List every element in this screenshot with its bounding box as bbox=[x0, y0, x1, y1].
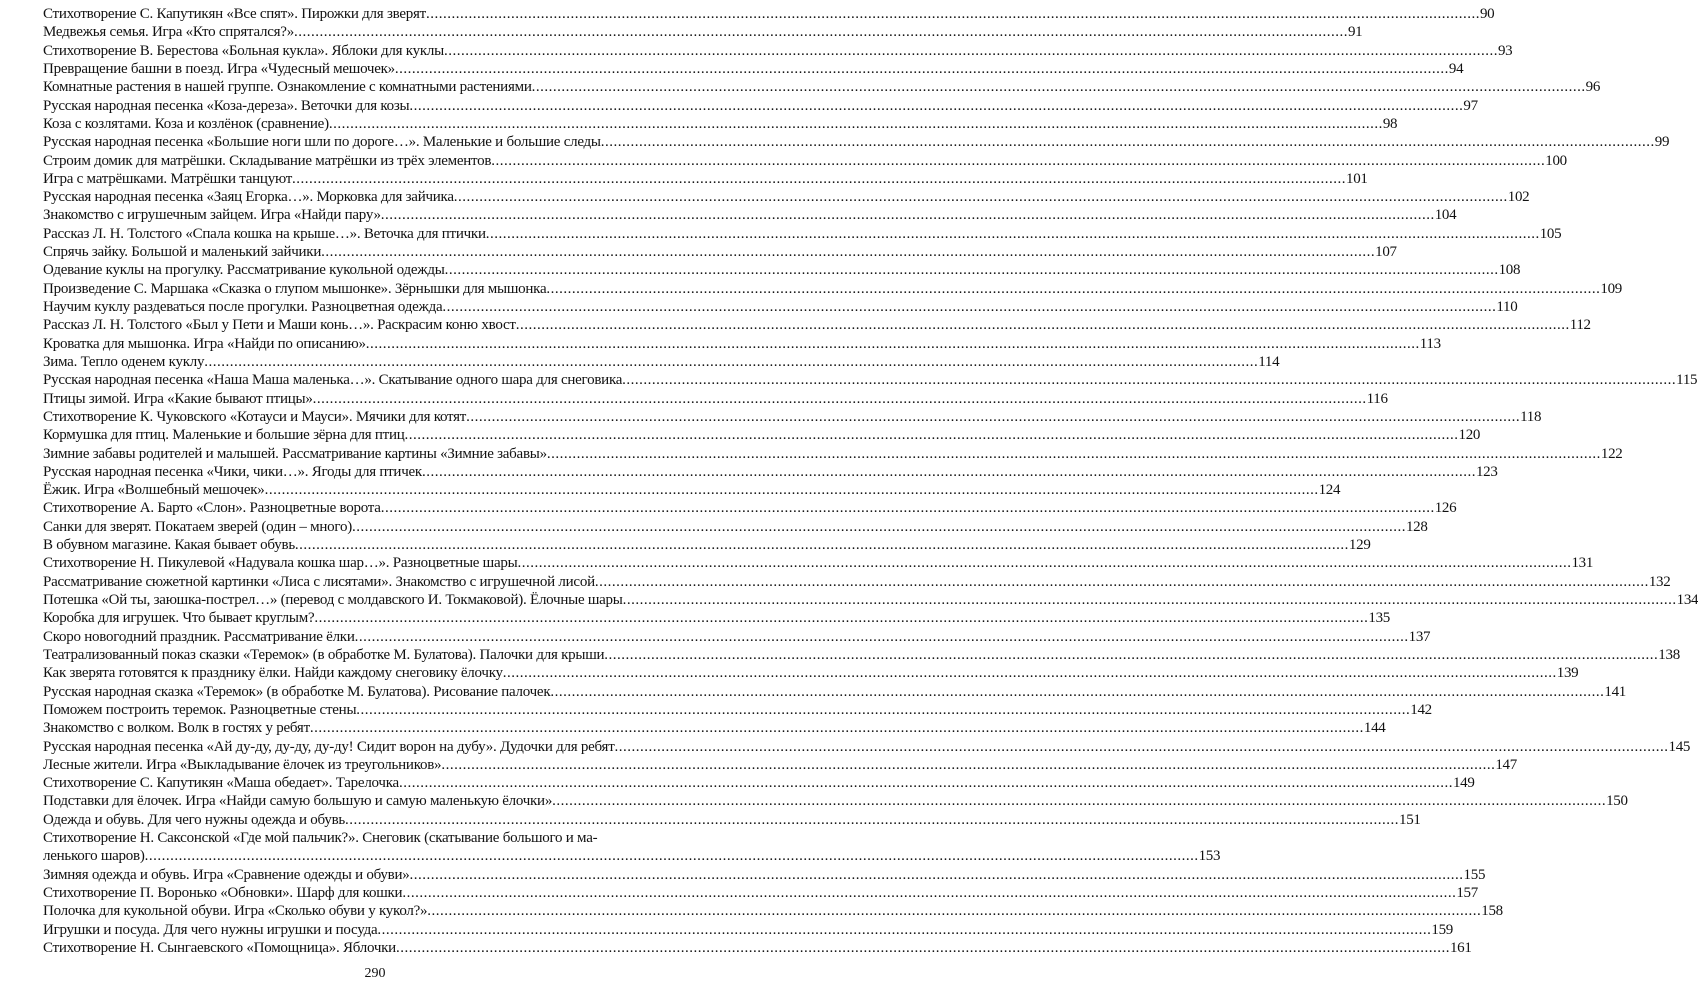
toc-entry[interactable] bbox=[43, 792, 1628, 810]
dot-leader bbox=[442, 298, 1496, 316]
toc-entry[interactable] bbox=[43, 225, 1562, 243]
toc-entry[interactable] bbox=[43, 518, 1428, 536]
toc-entry-title: Игра с матрёшками. Матрёшки танцуют bbox=[43, 170, 293, 187]
toc-entry-page: 114 bbox=[1258, 353, 1280, 370]
dot-leader bbox=[422, 463, 1476, 481]
toc-entry-page: 90 bbox=[1479, 6, 1495, 22]
toc-entry-title: Стихотворение К. Чуковского «Котауси и Мауси». Мячики для котят bbox=[43, 408, 467, 425]
toc-entry-page: 132 bbox=[1648, 573, 1671, 590]
toc-entry-page: 149 bbox=[1452, 775, 1475, 792]
toc-entry-page: 122 bbox=[1600, 445, 1623, 462]
toc-entry-title: Спрячь зайку. Большой и маленький зайчики bbox=[43, 244, 322, 261]
dot-leader bbox=[547, 445, 1601, 463]
toc-entry-title: Кроватка для мышонка. Игра «Найди по описанию» bbox=[43, 335, 366, 352]
toc-entry-title: Рассматривание сюжетной картинки «Лиса с лисятами». Знакомство с игрушечной лисой bbox=[43, 573, 595, 590]
toc-entry[interactable] bbox=[43, 298, 1518, 316]
dot-leader bbox=[486, 225, 1540, 243]
toc-entry-page: 105 bbox=[1539, 225, 1562, 242]
dot-leader bbox=[329, 115, 1383, 133]
dot-leader bbox=[396, 939, 1450, 957]
toc-entry[interactable] bbox=[43, 738, 1691, 756]
toc-entry-page: 131 bbox=[1571, 555, 1594, 572]
toc-entry-title: Строим домик для матрёшки. Складывание матрёшки из трёх элементов bbox=[43, 152, 492, 169]
dot-leader bbox=[399, 774, 1453, 792]
toc-entry-title: Санки для зверят. Покатаем зверей (один – много) bbox=[43, 518, 352, 535]
dot-leader bbox=[466, 408, 1520, 426]
dot-leader bbox=[516, 316, 1570, 334]
dot-leader bbox=[402, 884, 1456, 902]
toc-entry-page: 138 bbox=[1658, 646, 1680, 663]
toc-entry[interactable] bbox=[43, 97, 1478, 115]
toc-entry-page: 101 bbox=[1346, 170, 1368, 187]
toc-entry[interactable] bbox=[43, 115, 1398, 133]
dot-leader bbox=[552, 792, 1606, 810]
toc-entry[interactable] bbox=[43, 591, 1698, 609]
toc-entry-title: Рассказ Л. Н. Толстого «Спала кошка на крыше…». Веточка для птички bbox=[43, 225, 486, 242]
toc-entry[interactable] bbox=[43, 664, 1579, 682]
toc-entry-title: Игрушки и посуда. Для чего нужны игрушки и посуда bbox=[43, 921, 378, 938]
toc-entry-title: Медвежья семья. Игра «Кто спрятался?» bbox=[43, 24, 294, 41]
toc-entry-page: 96 bbox=[1585, 79, 1601, 96]
toc-entry[interactable] bbox=[43, 261, 1521, 279]
dot-leader bbox=[595, 573, 1649, 591]
toc-entry-title: Полочка для кукольной обуви. Игра «Сколько обуви у кукол?» bbox=[43, 903, 428, 920]
dot-leader bbox=[356, 701, 1410, 719]
dot-leader bbox=[546, 280, 1600, 298]
dot-leader bbox=[622, 371, 1676, 389]
toc-entry-title: Птицы зимой. Игра «Какие бывают птицы» bbox=[43, 390, 313, 407]
toc-entry-page: 129 bbox=[1348, 537, 1371, 554]
toc-entry[interactable] bbox=[43, 921, 1453, 939]
dot-leader bbox=[441, 756, 1495, 774]
toc-entry-title: Кормушка для птиц. Маленькие и большие зёрна для птиц bbox=[43, 427, 405, 444]
dot-leader bbox=[366, 335, 1420, 353]
dot-leader bbox=[265, 481, 1319, 499]
toc-entry-title: Стихотворение С. Капутикян «Маша обедает». Тарелочка bbox=[43, 775, 399, 792]
toc-entry-page: 102 bbox=[1507, 189, 1530, 206]
toc-entry-title: Коза с козлятами. Коза и козлёнок (сравнение) bbox=[43, 115, 329, 132]
toc-entry-title: Научим куклу раздеваться после прогулки. Разноцветная одежда bbox=[43, 299, 443, 315]
toc-entry-page: 153 bbox=[1198, 848, 1221, 865]
toc-entry-page: 159 bbox=[1431, 921, 1453, 938]
toc-entry-title: Зима. Тепло оденем куклу bbox=[43, 353, 205, 370]
toc-entry[interactable] bbox=[43, 170, 1368, 188]
dot-leader bbox=[314, 609, 1368, 627]
toc-entry-title: Лесные жители. Игра «Выкладывание ёлочек из треугольников» bbox=[43, 756, 442, 773]
toc-entry-page: 110 bbox=[1496, 299, 1518, 315]
toc-entry-page: 94 bbox=[1448, 60, 1464, 77]
toc-entry[interactable] bbox=[43, 829, 1221, 866]
toc-entry[interactable] bbox=[43, 463, 1498, 481]
toc-entry-page: 141 bbox=[1604, 683, 1626, 700]
toc-entry[interactable] bbox=[43, 774, 1475, 792]
toc-entry[interactable] bbox=[43, 335, 1441, 353]
toc-entry-title: Стихотворение Н. Сынгаевского «Помощница». Яблочки bbox=[43, 939, 396, 956]
dot-leader bbox=[355, 628, 1409, 646]
dot-leader bbox=[145, 847, 1199, 865]
toc-entry-page: 135 bbox=[1368, 610, 1390, 627]
toc-entry-title: Ёжик. Игра «Волшебный мешочек» bbox=[43, 482, 265, 499]
toc-entry[interactable] bbox=[43, 23, 1363, 41]
toc-entry[interactable] bbox=[43, 499, 1457, 517]
toc-entry-page: 93 bbox=[1497, 42, 1513, 59]
toc-entry-page: 108 bbox=[1498, 262, 1521, 279]
toc-entry[interactable] bbox=[43, 481, 1341, 499]
toc-entry-page: 115 bbox=[1676, 372, 1698, 389]
dot-leader bbox=[313, 390, 1367, 408]
toc-entry-page: 126 bbox=[1434, 500, 1457, 517]
dot-leader bbox=[352, 518, 1406, 536]
toc-entry[interactable] bbox=[43, 701, 1432, 719]
toc-entry-page: 137 bbox=[1408, 628, 1431, 645]
toc-entry-title: Русская народная песенка «Наша Маша маленька…». Скатывание одного шара для снеговика bbox=[43, 372, 623, 389]
toc-entry-title: Одежда и обувь. Для чего нужны одежда и обувь bbox=[43, 811, 346, 828]
toc-entry-title: Стихотворение В. Берестова «Больная кукла». Яблоки для куклы bbox=[43, 42, 444, 59]
toc-entry-title: Русская народная сказка «Теремок» (в обработке М. Булатова). Рисование палочек bbox=[43, 683, 551, 700]
toc-entry-title: Произведение С. Маршака «Сказка о глупом мышонке». Зёрнышки для мышонка bbox=[43, 280, 547, 297]
toc-entry[interactable] bbox=[43, 756, 1517, 774]
dot-leader bbox=[454, 188, 1508, 206]
toc-entry-title: Комнатные растения в нашей группе. Ознакомление с комнатными растениями bbox=[43, 79, 532, 96]
toc-entry[interactable] bbox=[43, 152, 1567, 170]
dot-leader bbox=[410, 866, 1464, 884]
dot-leader bbox=[426, 5, 1480, 23]
toc-entry-page: 151 bbox=[1399, 811, 1421, 828]
dot-leader bbox=[405, 426, 1459, 444]
toc-entry-page: 150 bbox=[1606, 793, 1628, 810]
toc-entry-title: Подставки для ёлочек. Игра «Найди самую большую и самую маленькую ёлочки» bbox=[43, 793, 553, 810]
toc-entry-title: Превращение башни в поезд. Игра «Чудесный мешочек» bbox=[43, 60, 395, 77]
toc-entry[interactable] bbox=[43, 206, 1457, 224]
toc-entry-page: 98 bbox=[1382, 115, 1398, 132]
dot-leader bbox=[321, 243, 1375, 261]
toc-entry[interactable] bbox=[43, 188, 1530, 206]
toc-entry-title: Стихотворение Н. Пикулевой «Надувала кошка шар…». Разноцветные шары bbox=[43, 555, 518, 572]
dot-leader bbox=[503, 664, 1557, 682]
toc-entry-page: 91 bbox=[1347, 24, 1363, 41]
toc-entry-page: 145 bbox=[1668, 738, 1691, 755]
toc-entry-page: 144 bbox=[1363, 720, 1386, 737]
dot-leader bbox=[204, 353, 1258, 371]
toc-entry[interactable] bbox=[43, 42, 1513, 60]
dot-leader bbox=[294, 23, 1348, 41]
toc-entry[interactable] bbox=[43, 536, 1371, 554]
toc-entry[interactable] bbox=[43, 939, 1472, 957]
toc-entry-page: 99 bbox=[1654, 134, 1670, 151]
toc-entry-title: Скоро новогодний праздник. Рассматривание ёлки bbox=[43, 628, 355, 645]
dot-leader bbox=[377, 921, 1431, 939]
toc-entry-page: 123 bbox=[1475, 463, 1498, 480]
toc-entry[interactable] bbox=[43, 5, 1495, 23]
toc-entry-title: Русская народная песенка «Заяц Егорка…». Морковка для зайчика bbox=[43, 189, 454, 206]
toc-entry-title: Зимняя одежда и обувь. Игра «Сравнение одежды и обуви» bbox=[43, 866, 410, 883]
dot-leader bbox=[345, 811, 1399, 829]
toc-entry-page: 158 bbox=[1481, 903, 1503, 920]
dot-leader bbox=[409, 97, 1463, 115]
dot-leader bbox=[292, 170, 1346, 188]
toc-entry-title: Одевание куклы на прогулку. Рассматривание кукольной одежды bbox=[43, 262, 445, 279]
toc-entry-page: 107 bbox=[1375, 244, 1397, 261]
toc-entry-page: 116 bbox=[1366, 390, 1388, 407]
toc-entry-title: Русская народная песенка «Чики, чики…». Ягоды для птичек bbox=[43, 463, 422, 480]
toc-entry-page: 161 bbox=[1449, 939, 1472, 956]
toc-entry-page: 157 bbox=[1456, 885, 1478, 901]
toc-entry-page: 104 bbox=[1434, 207, 1457, 224]
toc-entry-title: Зимние забавы родителей и малышей. Рассматривание картины «Зимние забавы» bbox=[43, 445, 547, 462]
toc-entry[interactable] bbox=[43, 811, 1421, 829]
dot-leader bbox=[444, 42, 1498, 60]
toc-entry[interactable] bbox=[43, 243, 1397, 261]
toc-entry[interactable] bbox=[43, 719, 1386, 737]
toc-entry[interactable] bbox=[43, 445, 1623, 463]
toc-entry-title: Русская народная песенка «Большие ноги шли по дороге…». Маленькие и большие следы bbox=[43, 134, 601, 151]
dot-leader bbox=[491, 152, 1545, 170]
toc-entry[interactable] bbox=[43, 573, 1671, 591]
toc-entry-title: В обувном магазине. Какая бывает обувь bbox=[43, 537, 295, 554]
dot-leader bbox=[427, 902, 1481, 920]
table-of-contents bbox=[43, 5, 1698, 957]
toc-entry-title: Поможем построить теремок. Разноцветные стены bbox=[43, 701, 357, 718]
dot-leader bbox=[517, 554, 1571, 572]
dot-leader bbox=[381, 206, 1435, 224]
toc-entry-title: Потешка «Ой ты, заюшка-пострел…» (перевод с молдавского И. Токмаковой). Ёлочные шары bbox=[43, 592, 623, 608]
toc-entry[interactable] bbox=[43, 60, 1464, 78]
toc-entry-page: 128 bbox=[1405, 518, 1428, 535]
toc-entry[interactable] bbox=[43, 316, 1591, 334]
toc-entry-page: 147 bbox=[1495, 756, 1517, 773]
toc-entry-title: Стихотворение П. Воронько «Обновки». Шарф для кошки bbox=[43, 885, 403, 901]
toc-entry-title: Знакомство с волком. Волк в гостях у ребят bbox=[43, 720, 310, 737]
toc-entry-page: 113 bbox=[1419, 335, 1441, 352]
dot-leader bbox=[395, 60, 1449, 78]
toc-entry[interactable] bbox=[43, 426, 1481, 444]
toc-entry-page: 124 bbox=[1318, 482, 1341, 499]
dot-leader bbox=[295, 536, 1349, 554]
toc-entry-page: 109 bbox=[1600, 280, 1622, 297]
toc-entry-page: 112 bbox=[1569, 317, 1591, 334]
toc-entry-title: Коробка для игрушек. Что бывает круглым? bbox=[43, 610, 315, 627]
toc-entry-title: Стихотворение Н. Саксонской «Где мой пальчик?». Снеговик (скатывание большого и ма- bbox=[43, 830, 598, 847]
toc-entry-page: 142 bbox=[1410, 701, 1432, 718]
toc-entry[interactable] bbox=[43, 133, 1670, 151]
toc-entry-title: Театрализованный показ сказки «Теремок» (в обработке М. Булатова). Палочки для крыши bbox=[43, 646, 605, 663]
dot-leader bbox=[623, 591, 1677, 609]
toc-entry-title-continued: ленького шаров) bbox=[43, 848, 145, 865]
toc-entry[interactable] bbox=[43, 390, 1388, 408]
toc-entry[interactable] bbox=[43, 554, 1594, 572]
toc-entry[interactable] bbox=[43, 866, 1486, 884]
dot-leader bbox=[532, 78, 1586, 96]
dot-leader bbox=[310, 719, 1364, 737]
toc-entry[interactable] bbox=[43, 902, 1503, 920]
toc-entry[interactable] bbox=[43, 884, 1478, 902]
toc-entry-page: 134 bbox=[1676, 592, 1698, 608]
toc-entry[interactable] bbox=[43, 683, 1626, 701]
dot-leader bbox=[445, 261, 1499, 279]
toc-entry-page: 139 bbox=[1556, 665, 1579, 682]
dot-leader bbox=[604, 646, 1658, 664]
toc-entry[interactable] bbox=[43, 628, 1431, 646]
toc-entry-title: Рассказ Л. Н. Толстого «Был у Пети и Маши конь…». Раскрасим коню хвост bbox=[43, 317, 516, 334]
toc-entry-title: Как зверята готовятся к празднику ёлки. Найди каждому снеговику ёлочку bbox=[43, 665, 503, 682]
toc-entry-page: 100 bbox=[1545, 152, 1567, 169]
dot-leader bbox=[615, 738, 1669, 756]
toc-entry-page: 118 bbox=[1520, 408, 1542, 425]
toc-entry-page: 97 bbox=[1463, 97, 1478, 114]
toc-entry-page: 155 bbox=[1463, 866, 1486, 883]
toc-entry[interactable] bbox=[43, 353, 1280, 371]
toc-entry[interactable] bbox=[43, 371, 1698, 389]
toc-entry-title: Стихотворение С. Капутикян «Все спят». Пирожки для зверят bbox=[43, 6, 426, 22]
toc-entry[interactable] bbox=[43, 280, 1622, 298]
toc-entry-title: Русская народная песенка «Коза-дереза». Веточки для козы bbox=[43, 97, 410, 114]
toc-entry[interactable] bbox=[43, 408, 1542, 426]
toc-entry[interactable] bbox=[43, 609, 1390, 627]
toc-entry-title: Русская народная песенка «Ай ду-ду, ду-ду, ду-ду! Сидит ворон на дубу». Дудочки для ребят bbox=[43, 738, 615, 755]
dot-leader bbox=[381, 499, 1435, 517]
dot-leader bbox=[550, 683, 1604, 701]
toc-entry[interactable] bbox=[43, 78, 1601, 96]
page-number: 290 bbox=[364, 966, 386, 981]
toc-entry-page: 120 bbox=[1458, 427, 1481, 444]
toc-entry[interactable] bbox=[43, 646, 1680, 664]
toc-entry-title: Знакомство с игрушечным зайцем. Игра «Найди пару» bbox=[43, 207, 381, 224]
toc-entry-title: Стихотворение А. Барто «Слон». Разноцветные ворота bbox=[43, 500, 381, 517]
dot-leader bbox=[601, 133, 1655, 151]
